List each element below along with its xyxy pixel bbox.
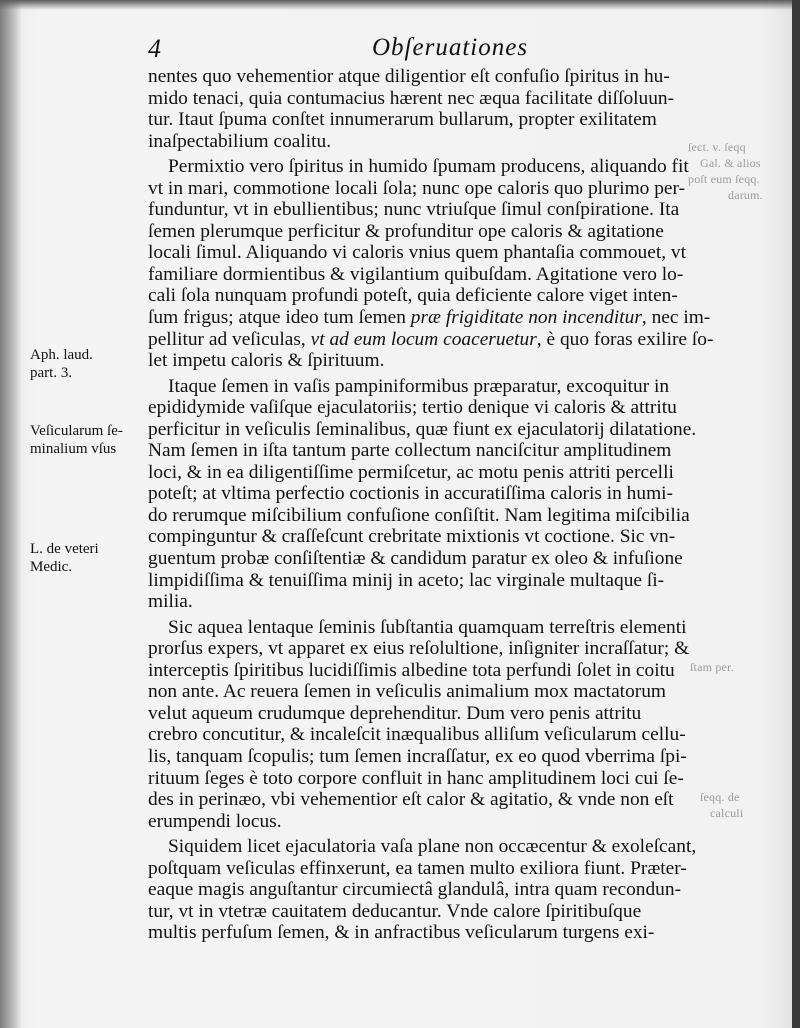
text-line [148, 156, 768, 178]
text-line [148, 724, 768, 746]
body-text [148, 66, 768, 944]
text-line-roman: familiare dormientibus & vigilantium quibuſdam. Agitatione vero lo- [148, 263, 684, 285]
text-line [148, 440, 768, 462]
text-line-roman: velut aqueum crudumque deprehenditur. Dum vero penis attritu [148, 702, 642, 724]
bleed-through-text: ſeqq. de [700, 790, 740, 804]
text-line-roman: inaſpectabilium coalitu. [148, 130, 332, 152]
text-line [148, 811, 768, 833]
text-line [148, 901, 768, 923]
text-line-roman: tur. Itaut ſpuma conſtet innumerarum bullarum, propter exilitatem [148, 109, 657, 131]
text-line-roman: limpidiſſima & tenuiſſima minij in aceto; lac virginale multaque ſi- [148, 569, 665, 591]
text-line [148, 88, 768, 110]
text-line [148, 922, 768, 944]
text-line [148, 329, 768, 351]
marginal-note-de-veteri [30, 540, 99, 576]
text-line [148, 350, 768, 372]
text-line-roman: milia. [148, 591, 193, 613]
text-line-roman: let impetu caloris & ſpirituum. [148, 350, 385, 372]
bleed-through-text: ſtam per. [690, 660, 734, 674]
text-line-roman: cali ſola nunquam profundi poteſt, quia deficiente calore viget inten- [148, 285, 678, 307]
text-line [148, 660, 768, 682]
bleed-through-text: calculi [710, 806, 744, 820]
text-line-roman: funduntur, vt in ebullientibus; nunc vtriuſque ſimul conſpiratione. Ita [148, 199, 680, 221]
marginal-note-line: Medic. [30, 559, 73, 575]
text-line [148, 703, 768, 725]
text-line-roman: Siquidem licet ejaculatoria vaſa plane non occæcentur & exoleſcant, [168, 836, 697, 858]
bleed-through-text: ſect. v. ſeqq [688, 140, 746, 154]
page-right-border [792, 0, 800, 1028]
text-line-italic: vt ad eum locum coaceruetur [305, 328, 537, 350]
text-line [148, 397, 768, 419]
text-line [148, 285, 768, 307]
text-line-roman: compinguntur & craſſeſcunt crebritate mixtionis vt coctione. Sic vn- [148, 526, 676, 548]
text-line [148, 746, 768, 768]
text-line-roman: , nec im- [641, 307, 711, 329]
bleed-through-text: poſt eum ſeqq. [688, 172, 760, 186]
text-line [148, 419, 768, 441]
text-line [148, 199, 768, 221]
text-line [148, 131, 768, 153]
text-line [148, 570, 768, 592]
text-line-roman: nentes quo vehementior atque diligentior eſt confuſio ſpiritus in hu- [148, 66, 670, 87]
text-line [148, 66, 768, 88]
text-line [148, 548, 768, 570]
text-line [148, 789, 768, 811]
text-line-roman: tur, vt in vtetræ cauitatem deducantur. Vnde calore ſpiritibuſque [148, 900, 642, 922]
text-line-roman: Sic aquea lentaque ſeminis ſubſtantia quamquam terreſtris elementi [168, 616, 687, 638]
text-line [148, 617, 768, 639]
text-line [148, 242, 768, 264]
text-line-roman: locali ſimul. Aliquando vi caloris vnius quem phantaſia commouet, vt [148, 242, 686, 264]
text-line [148, 178, 768, 200]
marginal-note-line: Aph. laud. [30, 347, 93, 363]
text-line-roman: non ante. Ac reuera ſemen in veſiculis animalium mox mactatorum [148, 681, 666, 703]
text-line [148, 264, 768, 286]
text-line [148, 858, 768, 880]
text-line-roman: , è quo foras exilire ſo- [536, 328, 714, 350]
text-line-roman: do rerumque miſcibilium confuſione conſiſtit. Nam legitima miſcibilia [148, 504, 690, 526]
running-head: Obſeruationes [372, 34, 529, 61]
bleed-through-text: darum. [728, 188, 763, 202]
text-line-roman: poteſt; at vltima perfectio coctionis in accuratiſſima caloris in humi- [148, 483, 673, 505]
text-line [148, 638, 768, 660]
text-line-roman: crebro concutitur, & incaleſcit inæqualibus alliſum veſicularum cellu- [148, 724, 686, 746]
text-line [148, 483, 768, 505]
text-line [148, 836, 768, 858]
marginal-note-aph [30, 346, 93, 382]
text-line [148, 768, 768, 790]
text-line-roman: poſtquam veſiculas effinxerunt, ea tamen multo exiliora fiunt. Præter- [148, 857, 687, 879]
text-line-roman: guentum probæ conſiſtentiæ & candidum paratur ex oleo & infuſione [148, 548, 683, 570]
text-line-roman: loci, & in ea diligentiſſime permiſcetur, ac motu penis attriti percelli [148, 461, 674, 483]
marginal-note-line: Veſicularum ſe- [30, 423, 123, 439]
text-line-roman: vt in mari, commotione locali ſola; nunc ope caloris quo plurimo per- [148, 177, 686, 199]
text-line-roman: interceptis ſpiritibus lucidiſſimis albedine tota perfundi ſolet in coitu [148, 659, 675, 681]
text-line-roman: ſemen plerumque perficitur & profunditur ope caloris & agitatione [148, 220, 664, 242]
text-line [148, 505, 768, 527]
page-top-shadow [0, 0, 800, 10]
marginal-note-line: L. de veteri [30, 541, 99, 557]
text-line-roman: Permixtio vero ſpiritus in humido ſpumam producens, aliquando fit [168, 156, 689, 178]
text-line [148, 221, 768, 243]
text-line-roman: Nam ſemen in iſta tantum parte collectum nanciſcitur amplitudinem [148, 440, 672, 462]
text-line-roman: mido tenaci, quia contumacius hærent nec æqua facilitate diſſoluun- [148, 87, 675, 109]
marginal-note-line: part. 3. [30, 365, 73, 381]
text-line [148, 462, 768, 484]
text-line-roman: Itaque ſemen in vaſis pampiniformibus præparatur, excoquitur in [168, 375, 670, 397]
text-line [148, 526, 768, 548]
text-line-roman: des in perinæo, vbi vehementior eſt calor & agitatio, & vnde non eſt [148, 789, 674, 811]
text-line-roman: erumpendi locus. [148, 810, 282, 832]
marginal-note-vesicularum [30, 422, 123, 458]
marginal-note-line: minalium vſus [30, 441, 117, 457]
text-line-roman: perficitur in veſiculis ſeminalibus, quæ fiunt ex ejaculatorij dilatatione. [148, 418, 697, 440]
text-line-roman: eaque magis anguſtantur circumiectâ glandulâ, intra quam recondun- [148, 879, 682, 901]
text-line [148, 109, 768, 131]
text-line-roman: pellitur ad veſiculas, [148, 328, 306, 350]
text-line-italic: præ frigiditate non incenditur [405, 307, 642, 329]
text-line-roman: lis, tanquam ſcopulis; tum ſemen incraſſatur, ex eo quod vberrima ſpi- [148, 745, 687, 767]
text-line-roman: rituum ſeges è toto corpore confluit in hanc amplitudinem loci cui ſe- [148, 767, 684, 789]
text-line [148, 879, 768, 901]
text-line-roman: epididymide vaſiſque ejaculatoriis; tertio denique vi caloris & attritu [148, 397, 677, 419]
bleed-through-text: Gal. & alios [700, 156, 761, 170]
text-line-roman: multis perfuſum ſemen, & in anfractibus veſicularum turgens exi- [148, 922, 655, 944]
text-line [148, 376, 768, 398]
text-line [148, 307, 768, 329]
page-gutter-shadow [0, 0, 22, 1028]
text-line [148, 681, 768, 703]
text-line-roman: ſum frigus; atque ideo tum ſemen [148, 307, 406, 329]
page-number: 4 [148, 34, 161, 63]
text-line [148, 591, 768, 613]
text-line-roman: prorſus expers, vt apparet ex eius reſolultione, inſigniter incraſſatur; & [148, 638, 690, 660]
